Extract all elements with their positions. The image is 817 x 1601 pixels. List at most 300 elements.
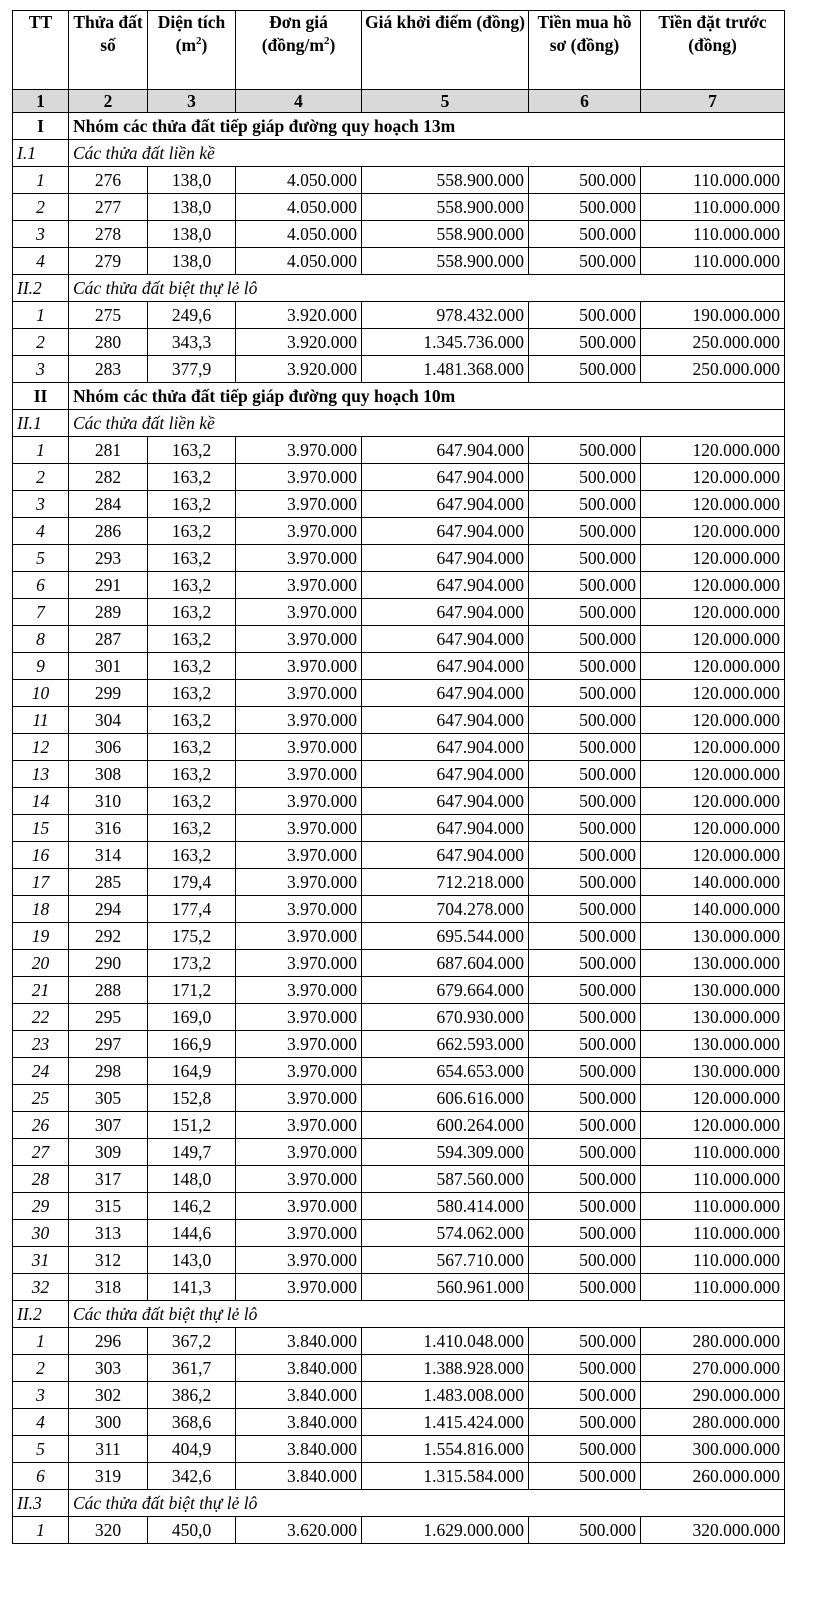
- parcel-number: 294: [69, 896, 148, 923]
- deposit: 110.000.000: [641, 248, 785, 275]
- table-row: [13, 788, 785, 815]
- parcel-number: 281: [69, 437, 148, 464]
- parcel-number: 318: [69, 1274, 148, 1301]
- area: 169,0: [148, 1004, 236, 1031]
- area: 163,2: [148, 815, 236, 842]
- parcel-number: 288: [69, 977, 148, 1004]
- section-code: II: [13, 383, 69, 410]
- subsection-title: Các thửa đất liền kề: [69, 140, 785, 167]
- row-index: 26: [13, 1112, 69, 1139]
- subsection-row: [13, 1490, 785, 1517]
- unit-price: 4.050.000: [236, 167, 362, 194]
- row-index: 1: [13, 167, 69, 194]
- header-dossier-fee: Tiền mua hồ sơ (đồng): [529, 11, 641, 90]
- deposit: 110.000.000: [641, 1139, 785, 1166]
- header-starting-price: Giá khởi điểm (đồng): [362, 11, 529, 90]
- area: 249,6: [148, 302, 236, 329]
- deposit: 120.000.000: [641, 437, 785, 464]
- unit-price: 3.970.000: [236, 680, 362, 707]
- table-row: [13, 1517, 785, 1544]
- deposit: 120.000.000: [641, 761, 785, 788]
- table-row: [13, 680, 785, 707]
- starting-price: 580.414.000: [362, 1193, 529, 1220]
- parcel-number: 285: [69, 869, 148, 896]
- unit-price: 4.050.000: [236, 194, 362, 221]
- table-row: [13, 1112, 785, 1139]
- unit-price: 3.970.000: [236, 842, 362, 869]
- unit-price: 3.970.000: [236, 923, 362, 950]
- starting-price: 647.904.000: [362, 491, 529, 518]
- unit-price: 3.970.000: [236, 1112, 362, 1139]
- deposit: 140.000.000: [641, 869, 785, 896]
- row-index: 1: [13, 302, 69, 329]
- table-row: [13, 545, 785, 572]
- subsection-row: [13, 410, 785, 437]
- starting-price: 647.904.000: [362, 761, 529, 788]
- row-index: 3: [13, 221, 69, 248]
- dossier-fee: 500.000: [529, 167, 641, 194]
- deposit: 120.000.000: [641, 626, 785, 653]
- parcel-number: 302: [69, 1382, 148, 1409]
- table-row: [13, 1166, 785, 1193]
- row-index: 18: [13, 896, 69, 923]
- header-unit-price: Đơn giá $(đồng/m^2)$: [236, 11, 362, 90]
- area: 163,2: [148, 788, 236, 815]
- area: 138,0: [148, 167, 236, 194]
- dossier-fee: 500.000: [529, 491, 641, 518]
- parcel-number: 283: [69, 356, 148, 383]
- dossier-fee: 500.000: [529, 221, 641, 248]
- dossier-fee: 500.000: [529, 1436, 641, 1463]
- parcel-number: 312: [69, 1247, 148, 1274]
- area: 163,2: [148, 761, 236, 788]
- deposit: 120.000.000: [641, 518, 785, 545]
- unit-price: 3.970.000: [236, 518, 362, 545]
- starting-price: 1.629.000.000: [362, 1517, 529, 1544]
- deposit: 130.000.000: [641, 1031, 785, 1058]
- starting-price: 662.593.000: [362, 1031, 529, 1058]
- row-index: 11: [13, 707, 69, 734]
- dossier-fee: 500.000: [529, 1274, 641, 1301]
- land-auction-table: [12, 10, 785, 1544]
- unit-price: 3.970.000: [236, 545, 362, 572]
- starting-price: 1.483.008.000: [362, 1382, 529, 1409]
- deposit: 120.000.000: [641, 788, 785, 815]
- table-row: [13, 1409, 785, 1436]
- table-row: [13, 518, 785, 545]
- table-row: [13, 896, 785, 923]
- unit-price: 3.970.000: [236, 464, 362, 491]
- starting-price: 574.062.000: [362, 1220, 529, 1247]
- parcel-number: 316: [69, 815, 148, 842]
- unit-price: 3.920.000: [236, 329, 362, 356]
- subsection-row: [13, 1301, 785, 1328]
- unit-price: 3.970.000: [236, 950, 362, 977]
- unit-price: 3.920.000: [236, 356, 362, 383]
- column-number: 6: [529, 90, 641, 113]
- starting-price: 647.904.000: [362, 707, 529, 734]
- dossier-fee: 500.000: [529, 1382, 641, 1409]
- unit-price: 4.050.000: [236, 248, 362, 275]
- starting-price: 1.481.368.000: [362, 356, 529, 383]
- header-area: Diện tích $(m^2)$: [148, 11, 236, 90]
- column-number-row: [13, 90, 785, 113]
- unit-price: 3.970.000: [236, 1274, 362, 1301]
- deposit: 250.000.000: [641, 329, 785, 356]
- deposit: 120.000.000: [641, 680, 785, 707]
- dossier-fee: 500.000: [529, 950, 641, 977]
- table-row: [13, 1463, 785, 1490]
- table-row: [13, 572, 785, 599]
- deposit: 110.000.000: [641, 1220, 785, 1247]
- dossier-fee: 500.000: [529, 680, 641, 707]
- starting-price: 587.560.000: [362, 1166, 529, 1193]
- table-row: [13, 329, 785, 356]
- row-index: 4: [13, 518, 69, 545]
- deposit: 110.000.000: [641, 1274, 785, 1301]
- row-index: 4: [13, 248, 69, 275]
- table-row: [13, 653, 785, 680]
- table-row: [13, 194, 785, 221]
- deposit: 130.000.000: [641, 923, 785, 950]
- row-index: 3: [13, 1382, 69, 1409]
- area: 138,0: [148, 194, 236, 221]
- header-row: [13, 11, 785, 90]
- unit-price: 3.970.000: [236, 896, 362, 923]
- starting-price: 647.904.000: [362, 572, 529, 599]
- starting-price: 647.904.000: [362, 545, 529, 572]
- row-index: 1: [13, 1328, 69, 1355]
- dossier-fee: 500.000: [529, 1112, 641, 1139]
- area: 146,2: [148, 1193, 236, 1220]
- table-row: [13, 1355, 785, 1382]
- subsection-code: II.2: [13, 1301, 69, 1328]
- deposit: 120.000.000: [641, 653, 785, 680]
- table-row: [13, 1328, 785, 1355]
- parcel-number: 304: [69, 707, 148, 734]
- table-row: [13, 923, 785, 950]
- area: 163,2: [148, 518, 236, 545]
- parcel-number: 319: [69, 1463, 148, 1490]
- area: 149,7: [148, 1139, 236, 1166]
- unit-price: 3.840.000: [236, 1355, 362, 1382]
- starting-price: 670.930.000: [362, 1004, 529, 1031]
- parcel-number: 286: [69, 518, 148, 545]
- row-index: 1: [13, 1517, 69, 1544]
- unit-price: 3.970.000: [236, 1031, 362, 1058]
- row-index: 28: [13, 1166, 69, 1193]
- subsection-code: II.2: [13, 275, 69, 302]
- starting-price: 647.904.000: [362, 437, 529, 464]
- table-row: [13, 221, 785, 248]
- row-index: 1: [13, 437, 69, 464]
- row-index: 2: [13, 194, 69, 221]
- parcel-number: 308: [69, 761, 148, 788]
- area: 163,2: [148, 734, 236, 761]
- area: 163,2: [148, 491, 236, 518]
- unit-price: 3.970.000: [236, 869, 362, 896]
- subsection-title: Các thửa đất biệt thự lẻ lô: [69, 275, 785, 302]
- starting-price: 647.904.000: [362, 815, 529, 842]
- row-index: 27: [13, 1139, 69, 1166]
- column-number: 1: [13, 90, 69, 113]
- deposit: 290.000.000: [641, 1382, 785, 1409]
- deposit: 140.000.000: [641, 896, 785, 923]
- starting-price: 647.904.000: [362, 680, 529, 707]
- parcel-number: 284: [69, 491, 148, 518]
- row-index: 5: [13, 1436, 69, 1463]
- area: 163,2: [148, 464, 236, 491]
- dossier-fee: 500.000: [529, 545, 641, 572]
- area: 342,6: [148, 1463, 236, 1490]
- parcel-number: 310: [69, 788, 148, 815]
- area: 386,2: [148, 1382, 236, 1409]
- unit-price: 3.970.000: [236, 1004, 362, 1031]
- area: 151,2: [148, 1112, 236, 1139]
- deposit: 120.000.000: [641, 572, 785, 599]
- table-row: [13, 1193, 785, 1220]
- unit-price: 3.970.000: [236, 815, 362, 842]
- row-index: 16: [13, 842, 69, 869]
- table-row: [13, 707, 785, 734]
- section-row: [13, 113, 785, 140]
- starting-price: 1.554.816.000: [362, 1436, 529, 1463]
- deposit: 110.000.000: [641, 194, 785, 221]
- unit-price: 3.970.000: [236, 599, 362, 626]
- table-row: [13, 815, 785, 842]
- area: 164,9: [148, 1058, 236, 1085]
- dossier-fee: 500.000: [529, 1409, 641, 1436]
- parcel-number: 289: [69, 599, 148, 626]
- parcel-number: 293: [69, 545, 148, 572]
- row-index: 4: [13, 1409, 69, 1436]
- column-number: 2: [69, 90, 148, 113]
- section-code: I: [13, 113, 69, 140]
- subsection-code: II.3: [13, 1490, 69, 1517]
- dossier-fee: 500.000: [529, 1004, 641, 1031]
- row-index: 7: [13, 599, 69, 626]
- deposit: 300.000.000: [641, 1436, 785, 1463]
- area: 141,3: [148, 1274, 236, 1301]
- dossier-fee: 500.000: [529, 842, 641, 869]
- unit-price: 3.840.000: [236, 1328, 362, 1355]
- table-row: [13, 491, 785, 518]
- deposit: 270.000.000: [641, 1355, 785, 1382]
- row-index: 10: [13, 680, 69, 707]
- starting-price: 594.309.000: [362, 1139, 529, 1166]
- dossier-fee: 500.000: [529, 1355, 641, 1382]
- deposit: 120.000.000: [641, 734, 785, 761]
- area: 177,4: [148, 896, 236, 923]
- dossier-fee: 500.000: [529, 1193, 641, 1220]
- dossier-fee: 500.000: [529, 1247, 641, 1274]
- subsection-code: I.1: [13, 140, 69, 167]
- row-index: 3: [13, 356, 69, 383]
- unit-price: 3.840.000: [236, 1409, 362, 1436]
- parcel-number: 298: [69, 1058, 148, 1085]
- starting-price: 558.900.000: [362, 221, 529, 248]
- deposit: 110.000.000: [641, 1166, 785, 1193]
- starting-price: 1.415.424.000: [362, 1409, 529, 1436]
- row-index: 9: [13, 653, 69, 680]
- dossier-fee: 500.000: [529, 194, 641, 221]
- unit-price: 3.970.000: [236, 1166, 362, 1193]
- deposit: 110.000.000: [641, 167, 785, 194]
- area: 152,8: [148, 1085, 236, 1112]
- subsection-row: [13, 140, 785, 167]
- row-index: 2: [13, 329, 69, 356]
- area: 367,2: [148, 1328, 236, 1355]
- row-index: 13: [13, 761, 69, 788]
- deposit: 120.000.000: [641, 815, 785, 842]
- area: 343,3: [148, 329, 236, 356]
- parcel-number: 311: [69, 1436, 148, 1463]
- header-tt: TT: [13, 11, 69, 90]
- dossier-fee: 500.000: [529, 464, 641, 491]
- subsection-title: Các thửa đất biệt thự lẻ lô: [69, 1490, 785, 1517]
- table-row: [13, 1382, 785, 1409]
- table-row: [13, 869, 785, 896]
- area: 143,0: [148, 1247, 236, 1274]
- area: 163,2: [148, 437, 236, 464]
- row-index: 5: [13, 545, 69, 572]
- parcel-number: 297: [69, 1031, 148, 1058]
- parcel-number: 307: [69, 1112, 148, 1139]
- header-deposit: Tiền đặt trước (đồng): [641, 11, 785, 90]
- starting-price: 606.616.000: [362, 1085, 529, 1112]
- table-row: [13, 437, 785, 464]
- unit-price: 3.970.000: [236, 437, 362, 464]
- table-row: [13, 302, 785, 329]
- row-index: 6: [13, 572, 69, 599]
- starting-price: 647.904.000: [362, 464, 529, 491]
- parcel-number: 320: [69, 1517, 148, 1544]
- parcel-number: 300: [69, 1409, 148, 1436]
- row-index: 14: [13, 788, 69, 815]
- area: 144,6: [148, 1220, 236, 1247]
- starting-price: 679.664.000: [362, 977, 529, 1004]
- row-index: 6: [13, 1463, 69, 1490]
- deposit: 120.000.000: [641, 599, 785, 626]
- starting-price: 558.900.000: [362, 167, 529, 194]
- area: 163,2: [148, 680, 236, 707]
- dossier-fee: 500.000: [529, 1166, 641, 1193]
- deposit: 110.000.000: [641, 1193, 785, 1220]
- dossier-fee: 500.000: [529, 815, 641, 842]
- parcel-number: 295: [69, 1004, 148, 1031]
- deposit: 120.000.000: [641, 842, 785, 869]
- deposit: 120.000.000: [641, 1085, 785, 1112]
- unit-price: 3.970.000: [236, 977, 362, 1004]
- parcel-number: 290: [69, 950, 148, 977]
- unit-price: 3.620.000: [236, 1517, 362, 1544]
- dossier-fee: 500.000: [529, 761, 641, 788]
- table-row: [13, 1220, 785, 1247]
- row-index: 21: [13, 977, 69, 1004]
- deposit: 130.000.000: [641, 1004, 785, 1031]
- table-body: [13, 113, 785, 1544]
- section-title: Nhóm các thửa đất tiếp giáp đường quy hoạch 13m: [69, 113, 785, 140]
- table-row: [13, 1031, 785, 1058]
- deposit: 250.000.000: [641, 356, 785, 383]
- row-index: 17: [13, 869, 69, 896]
- parcel-number: 287: [69, 626, 148, 653]
- parcel-number: 306: [69, 734, 148, 761]
- unit-price: 3.970.000: [236, 572, 362, 599]
- starting-price: 654.653.000: [362, 1058, 529, 1085]
- dossier-fee: 500.000: [529, 1328, 641, 1355]
- unit-price: 3.840.000: [236, 1436, 362, 1463]
- starting-price: 647.904.000: [362, 653, 529, 680]
- section-row: [13, 383, 785, 410]
- parcel-number: 301: [69, 653, 148, 680]
- dossier-fee: 500.000: [529, 248, 641, 275]
- parcel-number: 291: [69, 572, 148, 599]
- table-row: [13, 356, 785, 383]
- dossier-fee: 500.000: [529, 572, 641, 599]
- subsection-title: Các thửa đất liền kề: [69, 410, 785, 437]
- dossier-fee: 500.000: [529, 788, 641, 815]
- row-index: 2: [13, 464, 69, 491]
- starting-price: 1.388.928.000: [362, 1355, 529, 1382]
- unit-price: 3.970.000: [236, 788, 362, 815]
- parcel-number: 276: [69, 167, 148, 194]
- starting-price: 558.900.000: [362, 194, 529, 221]
- unit-price: 3.970.000: [236, 1058, 362, 1085]
- row-index: 25: [13, 1085, 69, 1112]
- table-row: [13, 1247, 785, 1274]
- table-row: [13, 761, 785, 788]
- starting-price: 560.961.000: [362, 1274, 529, 1301]
- area: 163,2: [148, 707, 236, 734]
- table-row: [13, 734, 785, 761]
- deposit: 260.000.000: [641, 1463, 785, 1490]
- column-number: 5: [362, 90, 529, 113]
- row-index: 3: [13, 491, 69, 518]
- row-index: 15: [13, 815, 69, 842]
- dossier-fee: 500.000: [529, 896, 641, 923]
- table-row: [13, 977, 785, 1004]
- starting-price: 704.278.000: [362, 896, 529, 923]
- column-number: 3: [148, 90, 236, 113]
- area: 404,9: [148, 1436, 236, 1463]
- row-index: 31: [13, 1247, 69, 1274]
- row-index: 23: [13, 1031, 69, 1058]
- deposit: 110.000.000: [641, 221, 785, 248]
- area: 138,0: [148, 221, 236, 248]
- parcel-number: 282: [69, 464, 148, 491]
- parcel-number: 278: [69, 221, 148, 248]
- deposit: 280.000.000: [641, 1328, 785, 1355]
- parcel-number: 303: [69, 1355, 148, 1382]
- deposit: 120.000.000: [641, 491, 785, 518]
- dossier-fee: 500.000: [529, 437, 641, 464]
- section-title: Nhóm các thửa đất tiếp giáp đường quy hoạch 10m: [69, 383, 785, 410]
- parcel-number: 296: [69, 1328, 148, 1355]
- subsection-title: Các thửa đất biệt thự lẻ lô: [69, 1301, 785, 1328]
- row-index: 2: [13, 1355, 69, 1382]
- area: 377,9: [148, 356, 236, 383]
- deposit: 120.000.000: [641, 464, 785, 491]
- dossier-fee: 500.000: [529, 1139, 641, 1166]
- dossier-fee: 500.000: [529, 1220, 641, 1247]
- area: 368,6: [148, 1409, 236, 1436]
- starting-price: 647.904.000: [362, 734, 529, 761]
- area: 148,0: [148, 1166, 236, 1193]
- parcel-number: 317: [69, 1166, 148, 1193]
- row-index: 22: [13, 1004, 69, 1031]
- unit-price: 3.840.000: [236, 1382, 362, 1409]
